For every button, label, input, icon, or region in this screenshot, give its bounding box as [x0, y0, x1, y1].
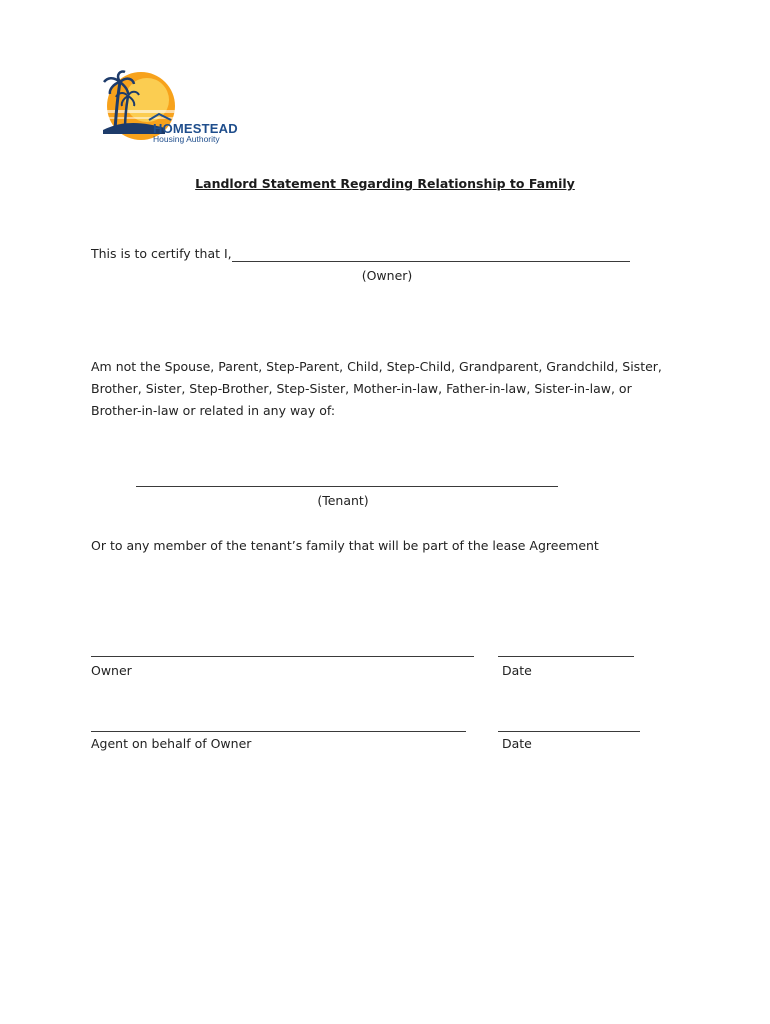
document-title: Landlord Statement Regarding Relationship to Family [195, 176, 575, 191]
relationship-line-2: Brother, Sister, Step-Brother, Step-Sister, Mother-in-law, Father-in-law, Sister-in-law, or [91, 381, 632, 396]
logo-name-line2: Housing Authority [153, 134, 220, 144]
homestead-logo-graphic [103, 70, 259, 162]
certify-prefix-text: This is to certify that I, [91, 246, 232, 261]
agent-signature-label: Agent on behalf of Owner [91, 736, 252, 751]
agent-date-line[interactable] [498, 731, 640, 732]
agent-date-label: Date [502, 736, 532, 751]
owner-date-label: Date [502, 663, 532, 678]
relationship-line-3: Brother-in-law or related in any way of: [91, 403, 336, 418]
relationship-line-1: Am not the Spouse, Parent, Step-Parent, Child, Step-Child, Grandparent, Grandchild, Sister, [91, 359, 662, 374]
homestead-logo [103, 70, 259, 162]
agent-signature-line[interactable] [91, 731, 466, 732]
owner-name-line[interactable] [232, 261, 630, 262]
owner-signature-line[interactable] [91, 656, 474, 657]
tenant-caption: (Tenant) [317, 493, 369, 508]
family-statement-text: Or to any member of the tenant’s family that will be part of the lease Agreement [91, 538, 599, 553]
owner-caption: (Owner) [361, 268, 413, 283]
logo-name-line1: HOMESTEAD [153, 121, 238, 136]
tenant-name-line[interactable] [136, 486, 558, 487]
owner-date-line[interactable] [498, 656, 634, 657]
owner-signature-label: Owner [91, 663, 132, 678]
